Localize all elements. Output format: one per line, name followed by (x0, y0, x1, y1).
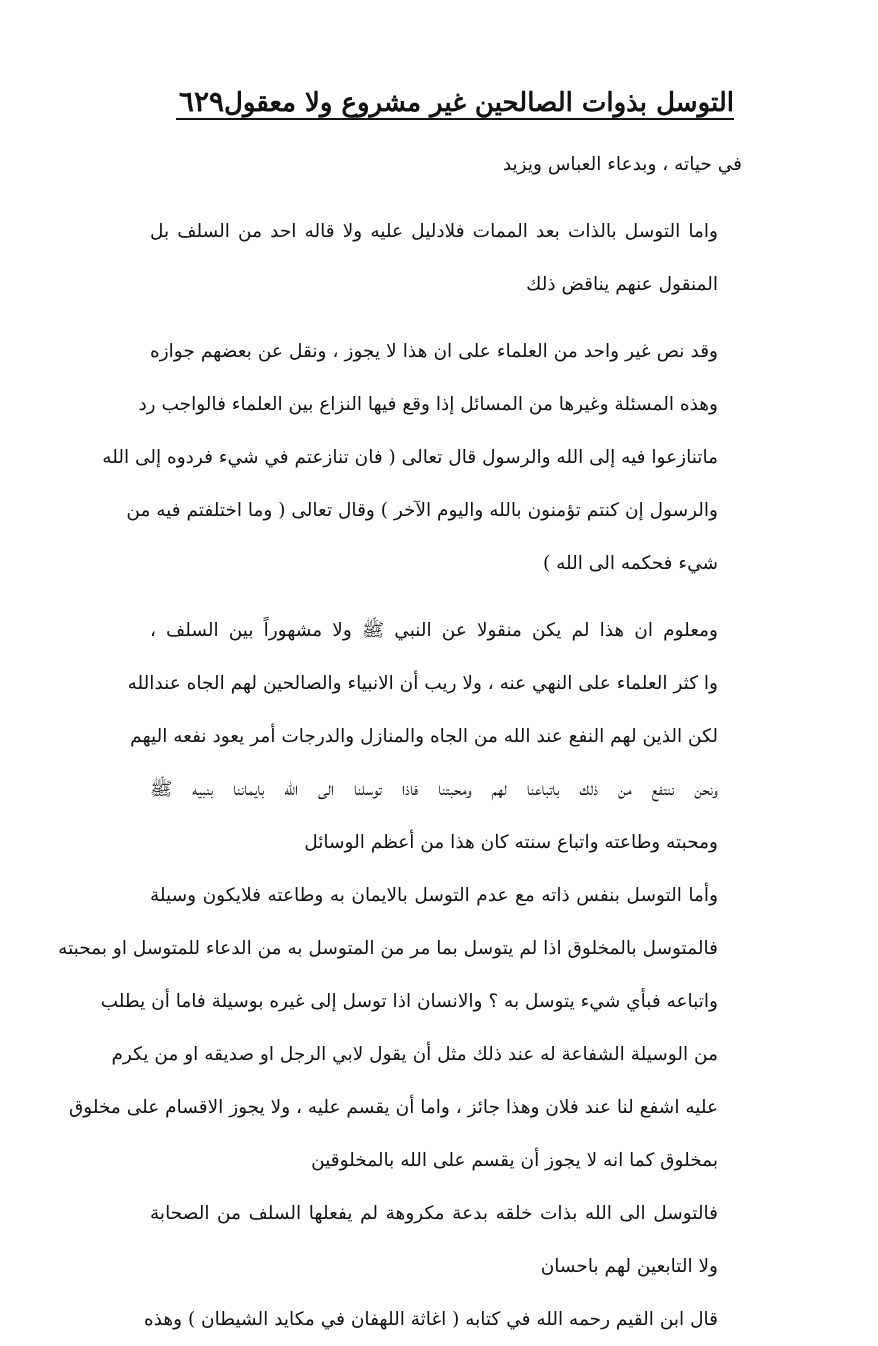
text-line: في حياته ، وبدعاء العباس ويزيد (502, 154, 742, 175)
page-header (176, 72, 734, 120)
text-line: واما التوسل بالذات بعد الممات فلادليل عليه ولا قاله احد من السلف بل (150, 221, 718, 242)
text-line: المنقول عنهم يناقض ذلك (526, 274, 718, 295)
paragraph (150, 205, 742, 311)
text-line: وا كثر العلماء على النهي عنه ، ولا ريب أن الانبياء والصالحين لهم الجاه عندالله (127, 673, 718, 694)
text-line: وقد نص غير واحد من العلماء على ان هذا لا يجوز ، ونقل عن بعضهم جوازه (150, 341, 718, 362)
text-line: فالمتوسل بالمخلوق اذا لم يتوسل بما مر من المتوسل به من الدعاء للمتوسل او بمحبته (58, 938, 718, 959)
paragraph (143, 1293, 742, 1346)
paragraph (102, 325, 742, 590)
text-line: ومحبته وطاعته واتباع سنته كان هذا من أعظم الوسائل (304, 832, 718, 853)
text-line: قال ابن القيم رحمه الله في كتابه ( اغاثة اللهفان في مكايد الشيطان ) وهذه (143, 1309, 718, 1330)
text-line: والرسول إن كنتم تؤمنون بالله واليوم الآخر ) وقال تعالى ( وما اختلفتم فيه من (126, 500, 718, 521)
text-line: شيء فحكمه الى الله ) (543, 553, 718, 574)
text-line: ولا التابعين لهم باحسان (540, 1256, 718, 1277)
page-number: ٦٢٩ (178, 85, 225, 118)
paragraph (150, 1187, 742, 1293)
text-line: وهذه المسئلة وغيرها من المسائل إذا وقع فيها النزاع بين العلماء فالواجب رد (138, 394, 718, 415)
text-line: بمخلوق كما انه لا يجوز أن يقسم على الله بالمخلوقين (311, 1150, 718, 1171)
text-line: ومعلوم ان هذا لم يكن منقولا عن النبي ﷺ ولا مشهوراً بين السلف ، (150, 620, 718, 641)
paragraph (150, 138, 742, 191)
text-line: ماتنازعوا فيه إلى الله والرسول قال تعالى ( فان تنازعتم في شيء فردوه إلى الله (102, 447, 718, 468)
page-body (58, 138, 742, 1346)
text-line: وأما التوسل بنفس ذاته مع عدم التوسل بالايمان به وطاعته فلايكون وسيلة (150, 885, 718, 906)
running-title: التوسل بذوات الصالحين غير مشروع ولا معقول (224, 88, 734, 118)
text-line: من الوسيلة الشفاعة له عند ذلك مثل أن يقول لابي الرجل او صديقه او من يكرم (111, 1044, 718, 1065)
paragraph (58, 869, 742, 1187)
text-line: لكن الذين لهم النفع عند الله من الجاه والمنازل والدرجات أمر يعود نفعه اليهم (130, 726, 718, 747)
text-line: عليه اشفع لنا عند فلان وهذا جائز ، واما أن يقسم عليه ، ولا يجوز الاقسام على مخلوق (68, 1097, 718, 1118)
paragraph (127, 604, 742, 869)
text-line: ونحن ننتفع من ذلك باتباعنا لهم ومحبتنا فاذا توسلنا الى الله بايماننا بنبيه ﷺ (150, 779, 718, 800)
text-line: فالتوسل الى الله بذات خلقه بدعة مكروهة لم يفعلها السلف من الصحابة (150, 1203, 718, 1224)
text-line: واتباعه فبأي شيء يتوسل به ؟ والانسان اذا توسل إلى غيره بوسيلة فاما أن يطلب (100, 991, 718, 1012)
